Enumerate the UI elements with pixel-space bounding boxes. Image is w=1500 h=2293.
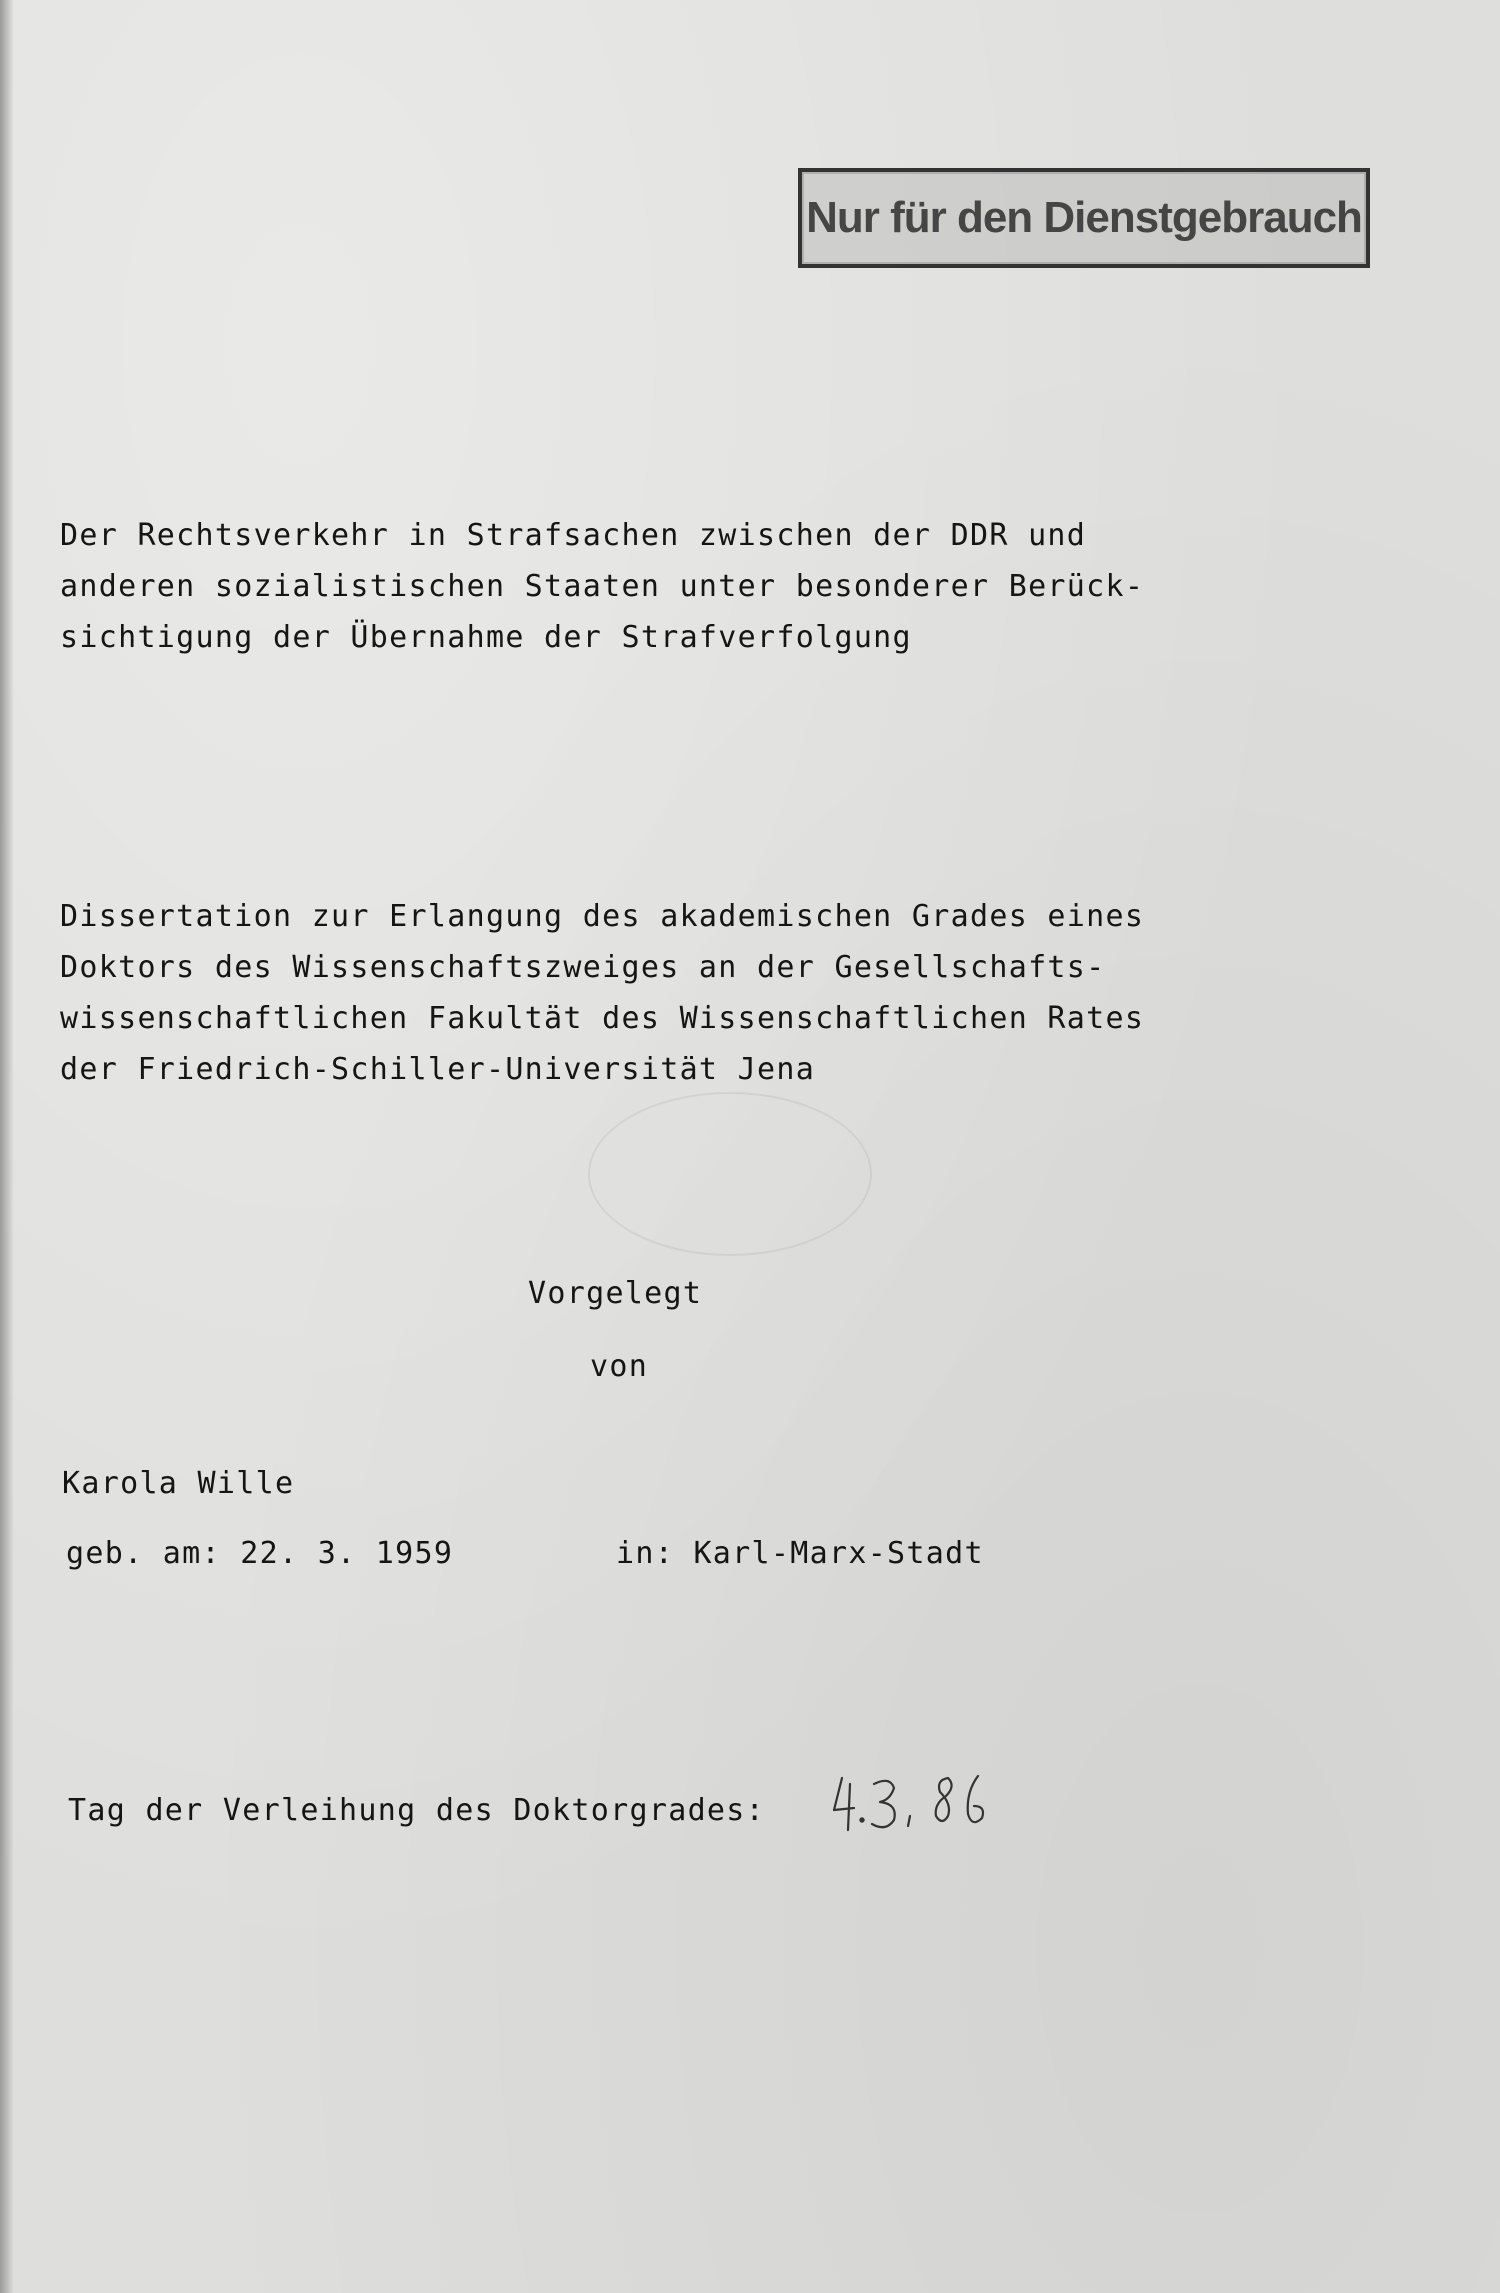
page-edge-shadow — [0, 0, 14, 2293]
submitted-by-label: von — [590, 1349, 649, 1384]
thesis-title — [60, 510, 1144, 663]
faint-seal-impression — [588, 1092, 872, 1256]
dissertation-line: der Friedrich-Schiller-Universität Jena — [60, 1052, 816, 1087]
author-name: Karola Wille — [62, 1466, 295, 1501]
birth-date: geb. am: 22. 3. 1959 — [66, 1536, 454, 1571]
title-line: sichtigung der Übernahme der Strafverfolgung — [60, 620, 912, 655]
handwritten-award-date — [828, 1770, 1028, 1840]
classification-stamp — [798, 168, 1370, 268]
dissertation-line: Doktors des Wissenschaftszweiges an der Gesellschafts- — [60, 950, 1106, 985]
dissertation-line: wissenschaftlichen Fakultät des Wissenschaftlichen Rates — [60, 1001, 1145, 1036]
stamp-text: Nur für den Dienstgebrauch — [806, 193, 1362, 242]
submitted-label: Vorgelegt — [528, 1276, 703, 1311]
degree-award-label: Tag der Verleihung des Doktorgrades: — [68, 1793, 766, 1828]
title-line: anderen sozialistischen Staaten unter besonderer Berück- — [60, 569, 1145, 604]
title-line: Der Rechtsverkehr in Strafsachen zwischen der DDR und — [60, 518, 1087, 553]
dissertation-statement — [60, 891, 1144, 1095]
birth-place: in: Karl-Marx-Stadt — [616, 1536, 984, 1571]
dissertation-line: Dissertation zur Erlangung des akademischen Grades eines — [60, 899, 1145, 934]
